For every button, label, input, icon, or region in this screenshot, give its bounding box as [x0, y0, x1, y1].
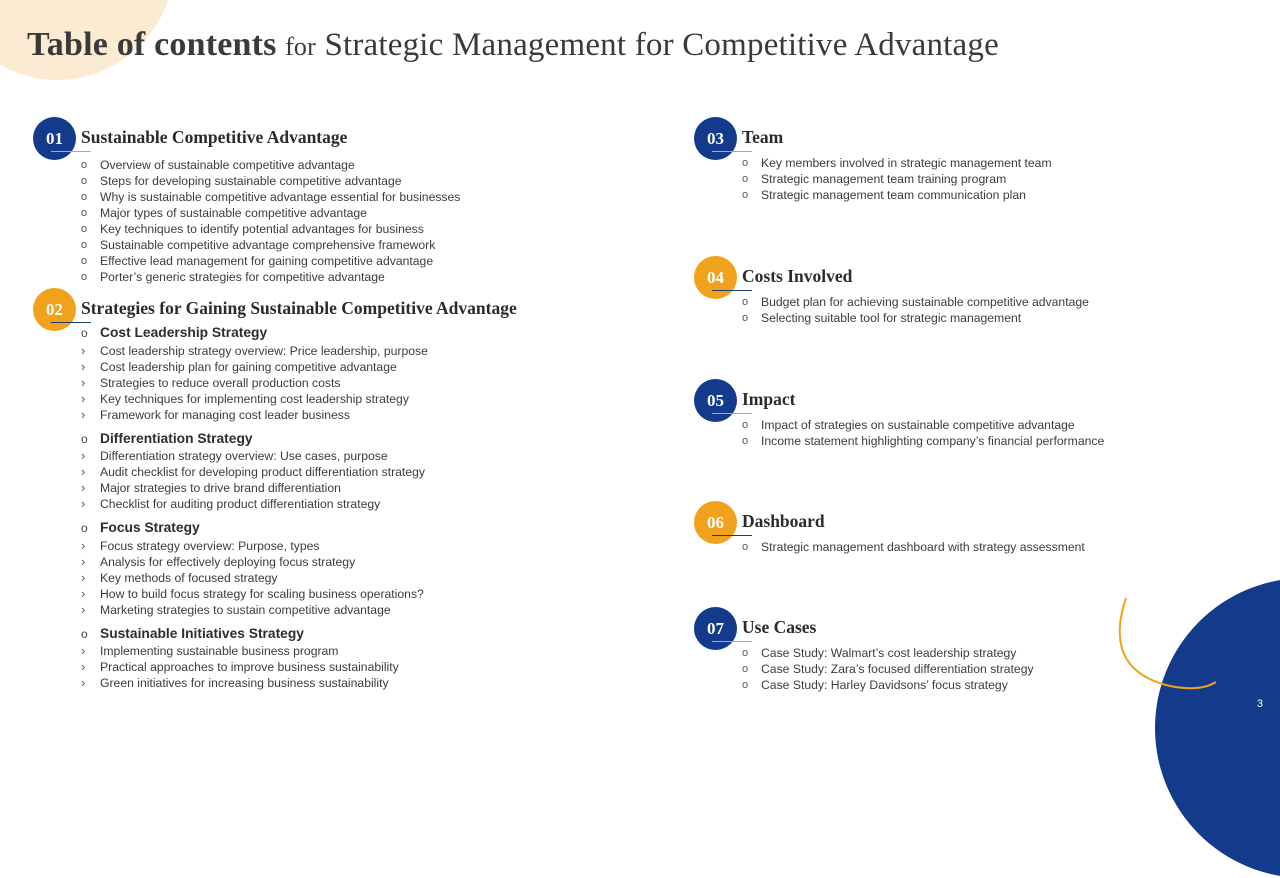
list-item: o Porter’s generic strategies for competitive advantage [81, 269, 460, 285]
list-item: › Marketing strategies to sustain competitive advantage [81, 602, 424, 618]
list-item: › Focus strategy overview: Purpose, types [81, 538, 424, 554]
section-number-badge: 05 [694, 379, 737, 422]
section-number-badge: 01 [33, 117, 76, 160]
list-item: › Green initiatives for increasing business sustainability [81, 675, 399, 691]
list-item: o Income statement highlighting company’s financial performance [742, 433, 1104, 449]
list-item: o Steps for developing sustainable competitive advantage [81, 173, 460, 189]
list-item: o Key members involved in strategic management team [742, 155, 1052, 171]
section-items [742, 539, 1085, 555]
list-item: o Overview of sustainable competitive advantage [81, 157, 460, 173]
list-item: o Effective lead management for gaining competitive advantage [81, 253, 460, 269]
list-item: o Case Study: Walmart’s cost leadership strategy [742, 645, 1034, 661]
section-items [742, 294, 1089, 326]
subsection-heading-sustainable-initiatives: o Sustainable Initiatives Strategy [81, 626, 304, 641]
subsection-heading-differentiation: o Differentiation Strategy [81, 431, 253, 446]
list-item: › Differentiation strategy overview: Use cases, purpose [81, 448, 425, 464]
list-item: o Key techniques to identify potential advantages for business [81, 221, 460, 237]
list-item: o Strategic management dashboard with strategy assessment [742, 539, 1085, 555]
section-items [742, 417, 1104, 449]
list-item: › Key techniques for implementing cost leadership strategy [81, 391, 428, 407]
section-title: Impact [742, 389, 796, 409]
title-underline [712, 535, 752, 536]
list-item: o Impact of strategies on sustainable competitive advantage [742, 417, 1104, 433]
list-item: o Why is sustainable competitive advantage essential for businesses [81, 189, 460, 205]
list-item: o Selecting suitable tool for strategic management [742, 310, 1089, 326]
page-number: 3 [1256, 698, 1263, 710]
section-title: Strategies for Gaining Sustainable Competitive Advantage [81, 298, 517, 318]
list-item: › Cost leadership plan for gaining competitive advantage [81, 359, 428, 375]
title-underline [712, 290, 752, 291]
subsection-items [81, 643, 399, 691]
title-rest: Strategic Management for Competitive Advantage [324, 27, 999, 63]
title-underline [51, 151, 91, 152]
section-number-badge: 06 [694, 501, 737, 544]
list-item: o Strategic management team training program [742, 171, 1052, 187]
section-title: Use Cases [742, 617, 817, 637]
title-bold: Table of contents [27, 26, 277, 63]
list-item: › Practical approaches to improve business sustainability [81, 659, 399, 675]
section-title: Dashboard [742, 511, 825, 531]
section-items [742, 155, 1052, 203]
page-title [27, 26, 999, 64]
list-item: › Analysis for effectively deploying focus strategy [81, 554, 424, 570]
list-item: › Audit checklist for developing product differentiation strategy [81, 464, 425, 480]
title-underline [712, 151, 752, 152]
list-item: o Case Study: Zara’s focused differentiation strategy [742, 661, 1034, 677]
list-item: › Checklist for auditing product differentiation strategy [81, 496, 425, 512]
subsection-items [81, 343, 428, 423]
title-underline [712, 641, 752, 642]
list-item: › Cost leadership strategy overview: Price leadership, purpose [81, 343, 428, 359]
section-number-badge: 07 [694, 607, 737, 650]
title-underline [712, 413, 752, 414]
subsection-heading-cost-leadership: o Cost Leadership Strategy [81, 325, 267, 340]
list-item: o Budget plan for achieving sustainable competitive advantage [742, 294, 1089, 310]
list-item: o Strategic management team communication plan [742, 187, 1052, 203]
list-item: › Major strategies to drive brand differentiation [81, 480, 425, 496]
title-for: for [285, 32, 316, 61]
list-item: › Framework for managing cost leader business [81, 407, 428, 423]
section-title: Sustainable Competitive Advantage [81, 127, 348, 147]
list-item: o Sustainable competitive advantage comprehensive framework [81, 237, 460, 253]
list-item: › Key methods of focused strategy [81, 570, 424, 586]
list-item: › How to build focus strategy for scaling business operations? [81, 586, 424, 602]
subsection-items [81, 538, 424, 618]
list-item: o Case Study: Harley Davidsons’ focus strategy [742, 677, 1034, 693]
title-underline [51, 322, 91, 323]
section-number-badge: 04 [694, 256, 737, 299]
section-number-badge: 02 [33, 288, 76, 331]
section-title: Costs Involved [742, 266, 853, 286]
section-number-badge: 03 [694, 117, 737, 160]
subsection-heading-focus: o Focus Strategy [81, 520, 200, 535]
list-item: › Implementing sustainable business program [81, 643, 399, 659]
list-item: o Major types of sustainable competitive advantage [81, 205, 460, 221]
subsection-items [81, 448, 425, 512]
section-items [81, 157, 460, 285]
decorative-orange-arc [1110, 590, 1240, 700]
section-title: Team [742, 127, 784, 147]
list-item: › Strategies to reduce overall production costs [81, 375, 428, 391]
section-items [742, 645, 1034, 693]
